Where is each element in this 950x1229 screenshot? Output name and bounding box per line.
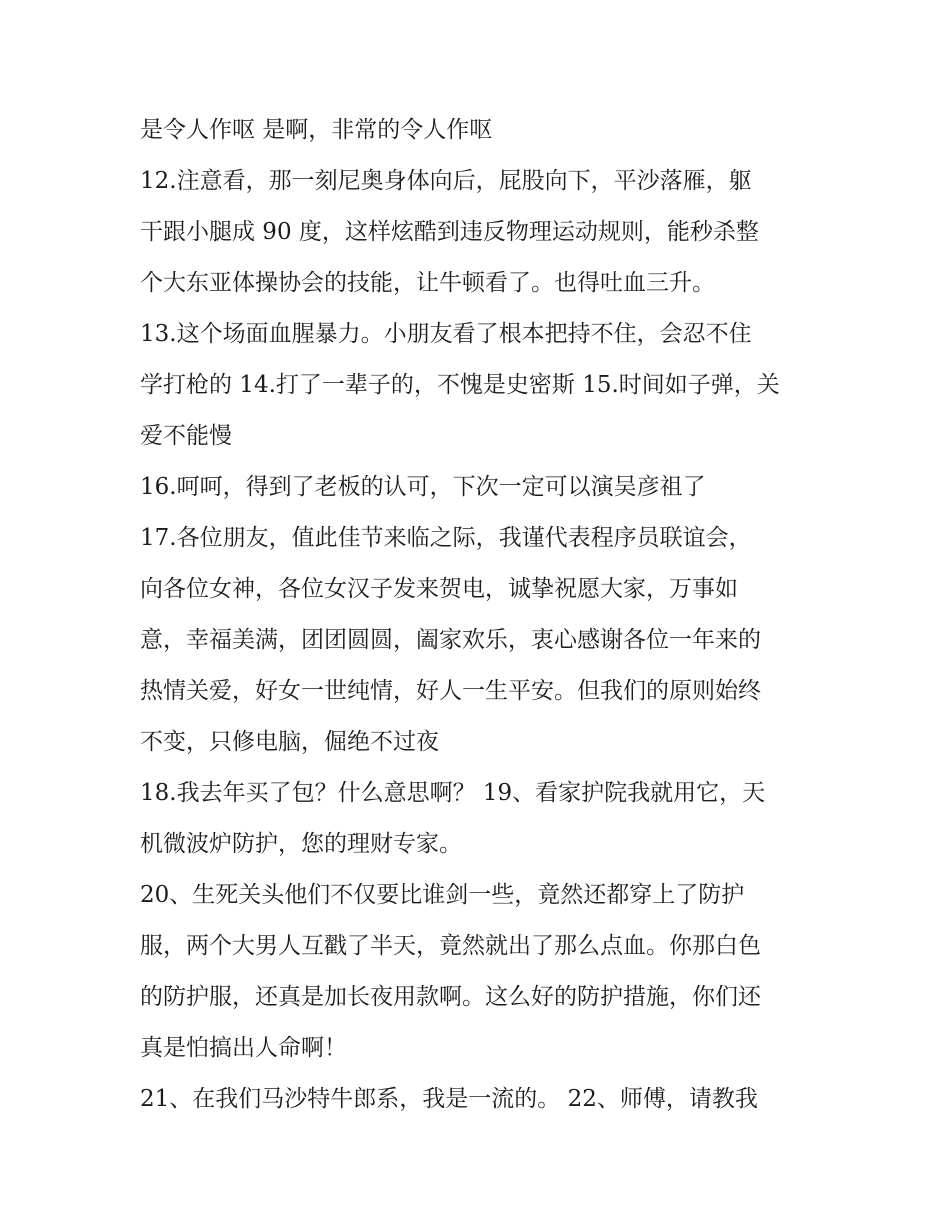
text-line-8: 16.呵呵，得到了老板的认可，下次一定可以演吴彦祖了 xyxy=(140,474,706,500)
text-line-14: 18.我去年买了包？什么意思啊？ 19、看家护院我就用它，天 xyxy=(140,780,766,806)
text-line-4: 个大东亚体操协会的技能，让牛顿看了。也得吐血三升。 xyxy=(140,270,715,296)
text-line-20: 21、在我们马沙特牛郎系，我是一流的。 22、师傅，请教我 xyxy=(140,1086,758,1112)
text-line-18: 的防护服，还真是加长夜用款啊。这么好的防护措施，你们还 xyxy=(140,984,761,1010)
text-line-2: 12.注意看，那一刻尼奥身体向后，屁股向下，平沙落雁，躯 xyxy=(140,168,752,194)
text-line-17: 服，两个大男人互戳了半天，竟然就出了那么点血。你那白色 xyxy=(140,933,761,959)
text-line-11: 意，幸福美满，团团圆圆，阖家欢乐，衷心感谢各位一年来的 xyxy=(140,627,761,653)
text-line-5: 13.这个场面血腥暴力。小朋友看了根本把持不住，会忍不住 xyxy=(140,321,752,347)
text-line-16: 20、生死关头他们不仅要比谁剑一些，竟然还都穿上了防护 xyxy=(140,882,745,908)
text-line-1: 是令人作呕 是啊，非常的令人作呕 xyxy=(140,117,493,143)
body-text xyxy=(140,105,830,1125)
text-line-7: 爱不能慢 xyxy=(140,423,232,449)
text-line-9: 17.各位朋友，值此佳节来临之际，我谨代表程序员联谊会， xyxy=(140,525,752,551)
text-line-10: 向各位女神，各位女汉子发来贺电，诚挚祝愿大家，万事如 xyxy=(140,576,738,602)
text-line-12: 热情关爱，好女一世纯情，好人一生平安。但我们的原则始终 xyxy=(140,678,761,704)
text-line-6: 学打枪的 14.打了一辈子的，不愧是史密斯 15.时间如子弹，关 xyxy=(140,372,780,398)
text-line-15: 机微波炉防护，您的理财专家。 xyxy=(140,831,462,857)
text-line-3: 干跟小腿成 90 度，这样炫酷到违反物理运动规则，能秒杀整 xyxy=(140,219,759,245)
text-line-19: 真是怕搞出人命啊！ xyxy=(140,1035,347,1061)
text-line-13: 不变，只修电脑，倔绝不过夜 xyxy=(140,729,439,755)
